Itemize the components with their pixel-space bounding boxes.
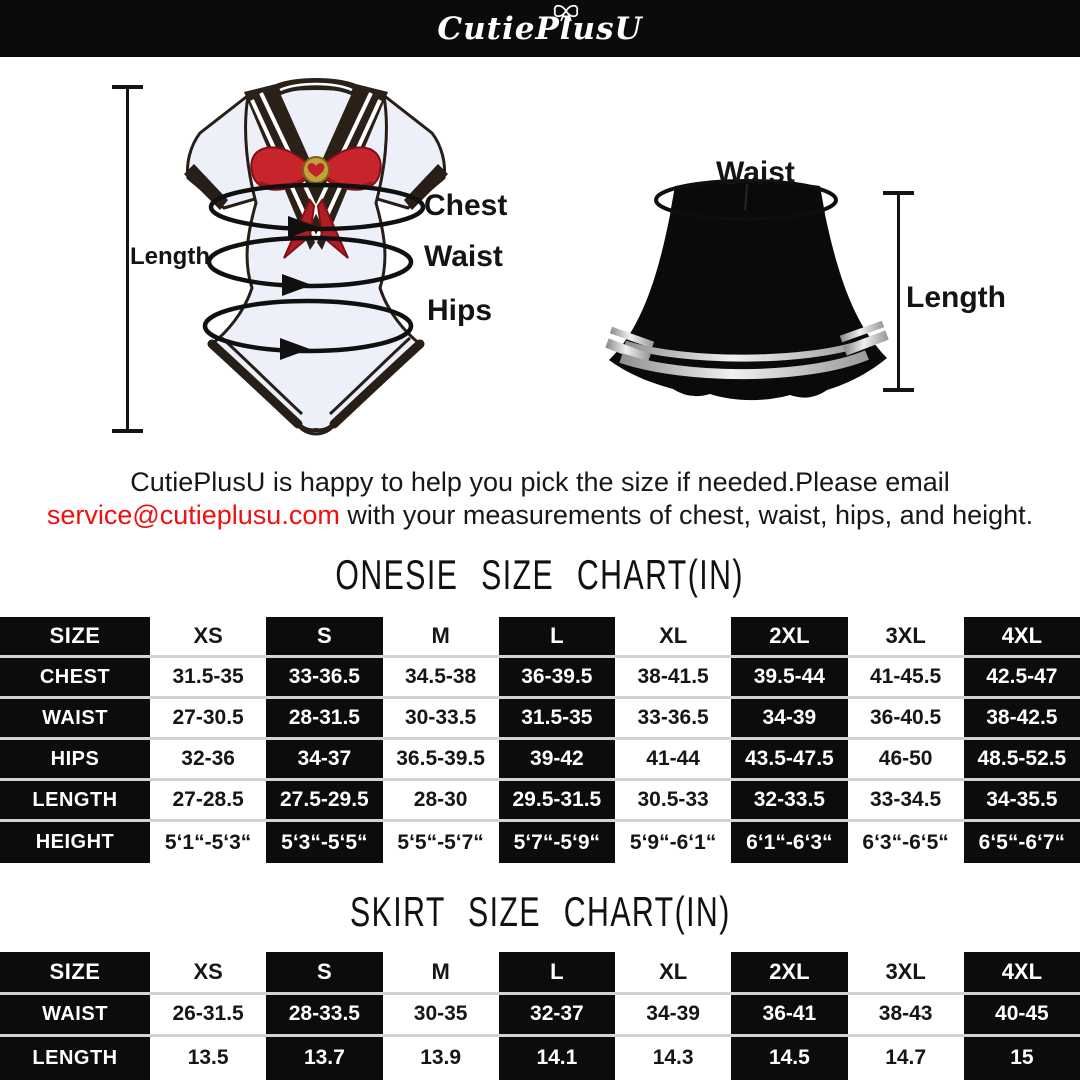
size-value-cell: 36-39.5 bbox=[499, 658, 615, 699]
size-value-cell: 14.7 bbox=[848, 1037, 964, 1080]
onesie-chart-title: ONESIE SIZE CHART(IN) bbox=[335, 551, 745, 598]
size-value-cell: 28-30 bbox=[383, 781, 499, 822]
size-value-cell: 33-34.5 bbox=[848, 781, 964, 822]
size-value-cell: 30-35 bbox=[383, 995, 499, 1038]
size-col-header: S bbox=[266, 952, 382, 995]
size-col-header: XL bbox=[615, 952, 731, 995]
size-col-header: 2XL bbox=[731, 617, 847, 658]
size-value-cell: 48.5-52.5 bbox=[964, 740, 1080, 781]
size-value-cell: 27.5-29.5 bbox=[266, 781, 382, 822]
size-value-cell: 41-45.5 bbox=[848, 658, 964, 699]
size-value-cell: 5‘7“-5‘9“ bbox=[499, 822, 615, 863]
row-label: HIPS bbox=[0, 740, 150, 781]
size-value-cell: 41-44 bbox=[615, 740, 731, 781]
size-value-cell: 32-37 bbox=[499, 995, 615, 1038]
size-help-note bbox=[0, 466, 1080, 532]
size-value-cell: 43.5-47.5 bbox=[731, 740, 847, 781]
size-value-cell: 33-36.5 bbox=[615, 699, 731, 740]
size-col-header: XS bbox=[150, 617, 266, 658]
size-value-cell: 39.5-44 bbox=[731, 658, 847, 699]
size-col-header: 4XL bbox=[964, 617, 1080, 658]
size-value-cell: 31.5-35 bbox=[150, 658, 266, 699]
size-value-cell: 14.1 bbox=[499, 1037, 615, 1080]
size-value-cell: 5‘5“-5‘7“ bbox=[383, 822, 499, 863]
size-value-cell: 28-33.5 bbox=[266, 995, 382, 1038]
size-value-cell: 34-39 bbox=[615, 995, 731, 1038]
row-label: WAIST bbox=[0, 995, 150, 1038]
size-col-header: 3XL bbox=[848, 952, 964, 995]
row-label: CHEST bbox=[0, 658, 150, 699]
size-value-cell: 5‘1“-5‘3“ bbox=[150, 822, 266, 863]
size-value-cell: 14.5 bbox=[731, 1037, 847, 1080]
size-value-cell: 14.3 bbox=[615, 1037, 731, 1080]
size-value-cell: 28-31.5 bbox=[266, 699, 382, 740]
size-value-cell: 40-45 bbox=[964, 995, 1080, 1038]
size-col-header: M bbox=[383, 952, 499, 995]
row-label: LENGTH bbox=[0, 1037, 150, 1080]
size-value-cell: 30-33.5 bbox=[383, 699, 499, 740]
size-value-cell: 15 bbox=[964, 1037, 1080, 1080]
size-value-cell: 33-36.5 bbox=[266, 658, 382, 699]
size-col-header: 2XL bbox=[731, 952, 847, 995]
skirt-length-label: Length bbox=[906, 281, 1006, 314]
size-value-cell: 34.5-38 bbox=[383, 658, 499, 699]
size-value-cell: 30.5-33 bbox=[615, 781, 731, 822]
size-col-header: L bbox=[499, 617, 615, 658]
size-value-cell: 39-42 bbox=[499, 740, 615, 781]
size-value-cell: 42.5-47 bbox=[964, 658, 1080, 699]
brand-logo: CutiePlusU bbox=[437, 11, 643, 47]
row-label: HEIGHT bbox=[0, 822, 150, 863]
size-col-header: S bbox=[266, 617, 382, 658]
help-line1: CutiePlusU is happy to help you pick the size if needed.Please email bbox=[130, 467, 950, 497]
size-value-cell: 46-50 bbox=[848, 740, 964, 781]
size-col-header: M bbox=[383, 617, 499, 658]
size-value-cell: 32-33.5 bbox=[731, 781, 847, 822]
size-value-cell: 13.5 bbox=[150, 1037, 266, 1080]
size-value-cell: 27-28.5 bbox=[150, 781, 266, 822]
service-email-link[interactable]: service@cutieplusu.com bbox=[46, 500, 340, 530]
size-value-cell: 6‘1“-6‘3“ bbox=[731, 822, 847, 863]
size-value-cell: 29.5-31.5 bbox=[499, 781, 615, 822]
size-value-cell: 38-41.5 bbox=[615, 658, 731, 699]
size-value-cell: 13.7 bbox=[266, 1037, 382, 1080]
size-col-header: 3XL bbox=[848, 617, 964, 658]
size-value-cell: 5‘9“-6‘1“ bbox=[615, 822, 731, 863]
size-value-cell: 5‘3“-5‘5“ bbox=[266, 822, 382, 863]
size-value-cell: 38-42.5 bbox=[964, 699, 1080, 740]
row-label: WAIST bbox=[0, 699, 150, 740]
skirt-size-table bbox=[0, 952, 1080, 1080]
size-value-cell: 36-41 bbox=[731, 995, 847, 1038]
skirt-illustration bbox=[595, 162, 900, 412]
onesie-waist-label: Waist bbox=[424, 240, 503, 273]
size-value-cell: 13.9 bbox=[383, 1037, 499, 1080]
help-line2: with your measurements of chest, waist, hips, and height. bbox=[339, 500, 1034, 530]
size-value-cell: 6‘5“-6‘7“ bbox=[964, 822, 1080, 863]
size-value-cell: 34-35.5 bbox=[964, 781, 1080, 822]
size-value-cell: 36.5-39.5 bbox=[383, 740, 499, 781]
size-value-cell: 27-30.5 bbox=[150, 699, 266, 740]
size-value-cell: 34-37 bbox=[266, 740, 382, 781]
size-value-cell: 36-40.5 bbox=[848, 699, 964, 740]
skirt-chart-title: SKIRT SIZE CHART(IN) bbox=[349, 888, 731, 935]
skirt-length-cap-bottom bbox=[883, 388, 914, 392]
onesie-size-table bbox=[0, 617, 1080, 863]
onesie-hips-label: Hips bbox=[427, 294, 493, 327]
size-value-cell: 6‘3“-6‘5“ bbox=[848, 822, 964, 863]
size-value-cell: 38-43 bbox=[848, 995, 964, 1038]
onesie-chest-label: Chest bbox=[424, 189, 508, 222]
size-value-cell: 26-31.5 bbox=[150, 995, 266, 1038]
onesie-length-line bbox=[126, 87, 129, 431]
size-col-header: 4XL bbox=[964, 952, 1080, 995]
header-bar bbox=[0, 0, 1080, 57]
skirt-waist-label: Waist bbox=[716, 156, 795, 189]
skirt-length-line bbox=[897, 193, 900, 390]
size-value-cell: 31.5-35 bbox=[499, 699, 615, 740]
size-col-header: XL bbox=[615, 617, 731, 658]
size-col-header: SIZE bbox=[0, 617, 150, 658]
size-col-header: L bbox=[499, 952, 615, 995]
size-value-cell: 32-36 bbox=[150, 740, 266, 781]
size-col-header: SIZE bbox=[0, 952, 150, 995]
size-value-cell: 34-39 bbox=[731, 699, 847, 740]
size-col-header: XS bbox=[150, 952, 266, 995]
onesie-length-label: Length bbox=[130, 243, 210, 270]
row-label: LENGTH bbox=[0, 781, 150, 822]
onesie-length-cap-bottom bbox=[112, 429, 143, 433]
